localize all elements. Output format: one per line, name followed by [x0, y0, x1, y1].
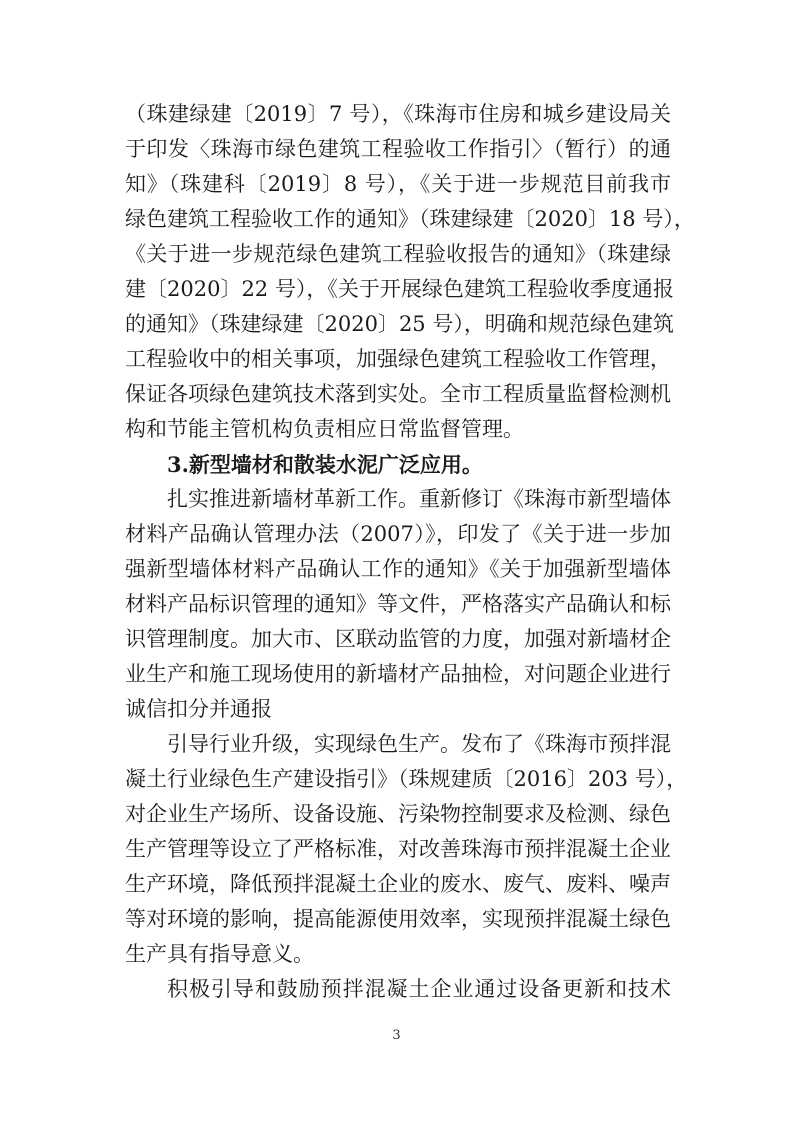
- paragraph-regulations-continued: [125, 97, 695, 447]
- text-line: 诚信扣分并通报: [125, 697, 272, 721]
- text-line: 建〔2020〕22 号），《关于开展绿色建筑工程验收季度通报: [125, 277, 674, 301]
- text-line: （珠建绿建〔2019〕7 号），《珠海市住房和城乡建设局关: [125, 102, 671, 126]
- text-line: 构和节能主管机构负责相应日常监督管理。: [125, 417, 524, 441]
- text-line: 《关于进一步规范绿色建筑工程验收报告的通知》（珠建绿: [125, 242, 671, 266]
- text-line: 生产具有指导意义。: [125, 942, 314, 966]
- text-line: 识管理制度。加大市、区联动监管的力度，加强对新墙材企: [125, 627, 671, 651]
- text-line: 对企业生产场所、设备设施、污染物控制要求及检测、绿色: [125, 802, 671, 826]
- text-line: 凝土行业绿色生产建设指引》（珠规建质〔2016〕203 号），: [125, 767, 688, 791]
- text-line: 工程验收中的相关事项，加强绿色建筑工程验收工作管理，: [125, 347, 671, 371]
- text-line: 知》（珠建科〔2019〕8 号），《关于进一步规范目前我市: [125, 172, 671, 196]
- section-heading: 3.新型墙材和散装水泥广泛应用。: [167, 452, 483, 477]
- paragraph-new-wall-materials: [125, 482, 671, 727]
- text-line: 材料产品标识管理的通知》等文件，严格落实产品确认和标: [125, 592, 671, 616]
- text-line: 生产管理等设立了严格标准，对改善珠海市预拌混凝土企业: [125, 837, 671, 861]
- paragraph-encourage-upgrade: [125, 972, 671, 1007]
- text-line: 引导行业升级，实现绿色生产。发布了《珠海市预拌混: [167, 732, 671, 756]
- page-number: 3: [392, 1028, 401, 1043]
- text-line: 生产环境，降低预拌混凝土企业的废水、废气、废料、噪声: [125, 872, 671, 896]
- text-line: 扎实推进新墙材革新工作。重新修订《珠海市新型墙体: [167, 487, 671, 511]
- text-line: 积极引导和鼓励预拌混凝土企业通过设备更新和技术: [167, 977, 671, 1001]
- body-text: [125, 97, 695, 1007]
- text-line: 业生产和施工现场使用的新墙材产品抽检，对问题企业进行: [125, 662, 671, 686]
- text-line: 保证各项绿色建筑技术落到实处。全市工程质量监督检测机: [125, 382, 671, 406]
- text-line: 绿色建筑工程验收工作的通知》（珠建绿建〔2020〕18 号），: [125, 207, 695, 231]
- text-line: 材料产品确认管理办法（2007）》，印发了《关于进一步加: [125, 522, 671, 546]
- text-line: 强新型墙体材料产品确认工作的通知》《关于加强新型墙体: [125, 557, 671, 581]
- text-line: 等对环境的影响，提高能源使用效率，实现预拌混凝土绿色: [125, 907, 671, 931]
- text-line: 于印发〈珠海市绿色建筑工程验收工作指引〉（暂行）的通: [125, 137, 671, 161]
- text-line: 的通知》（珠建绿建〔2020〕25 号），明确和规范绿色建筑: [125, 312, 674, 336]
- paragraph-industry-upgrade: [125, 727, 688, 972]
